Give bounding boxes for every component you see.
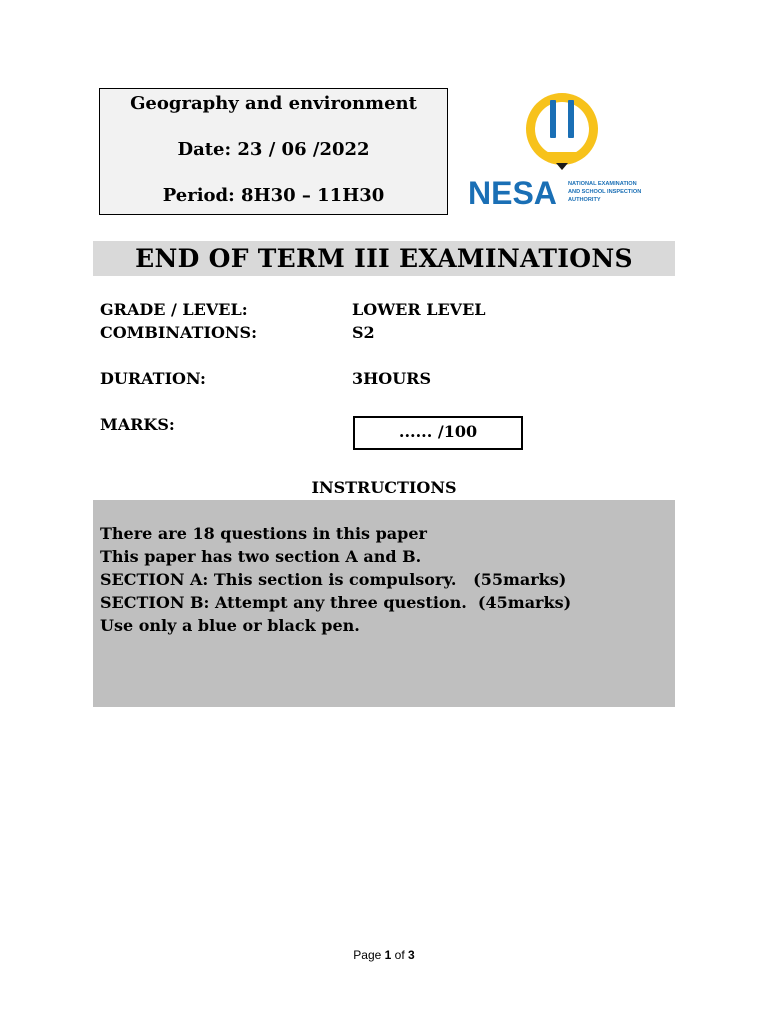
page-word: Page bbox=[353, 948, 382, 962]
exam-title: END OF TERM III EXAMINATIONS bbox=[93, 241, 675, 276]
instruction-line: SECTION B: Attempt any three question. (45marks) bbox=[100, 593, 572, 612]
logo-tagline-line-2: AND SCHOOL INSPECTION bbox=[568, 189, 642, 195]
exam-period: Period: 8H30 – 11H30 bbox=[162, 185, 385, 206]
instruction-line: Use only a blue or black pen. bbox=[100, 616, 360, 635]
logo-tagline-line-1: NATIONAL EXAMINATION bbox=[568, 181, 637, 187]
instructions-heading: INSTRUCTIONS bbox=[311, 478, 457, 497]
duration-value: 3HOURS bbox=[352, 369, 431, 388]
logo-tagline-line-3: AUTHORITY bbox=[568, 197, 601, 203]
duration-label: DURATION: bbox=[100, 369, 206, 388]
grade-level-value: LOWER LEVEL bbox=[352, 300, 486, 319]
instruction-line: This paper has two section A and B. bbox=[100, 547, 422, 566]
nesa-logo bbox=[466, 88, 672, 210]
combinations-label: COMBINATIONS: bbox=[100, 323, 257, 342]
pencil-icon bbox=[526, 93, 598, 170]
of-word: of bbox=[394, 948, 405, 962]
page-current: 1 bbox=[384, 948, 392, 962]
logo-wordmark: NESA bbox=[468, 175, 557, 210]
grade-level-label: GRADE / LEVEL: bbox=[100, 300, 248, 319]
exam-header-box bbox=[99, 88, 448, 215]
marks-box: ...... /100 bbox=[353, 416, 523, 450]
instruction-line: There are 18 questions in this paper bbox=[100, 524, 427, 543]
page-total: 3 bbox=[408, 948, 415, 962]
exam-date: Date: 23 / 06 /2022 bbox=[177, 139, 370, 160]
subject-title: Geography and environment bbox=[130, 93, 417, 114]
page-footer bbox=[0, 947, 768, 963]
instruction-line: SECTION A: This section is compulsory. (55marks) bbox=[100, 570, 567, 589]
marks-label: MARKS: bbox=[100, 415, 175, 434]
combinations-value: S2 bbox=[352, 323, 375, 342]
instructions-box bbox=[93, 500, 675, 707]
